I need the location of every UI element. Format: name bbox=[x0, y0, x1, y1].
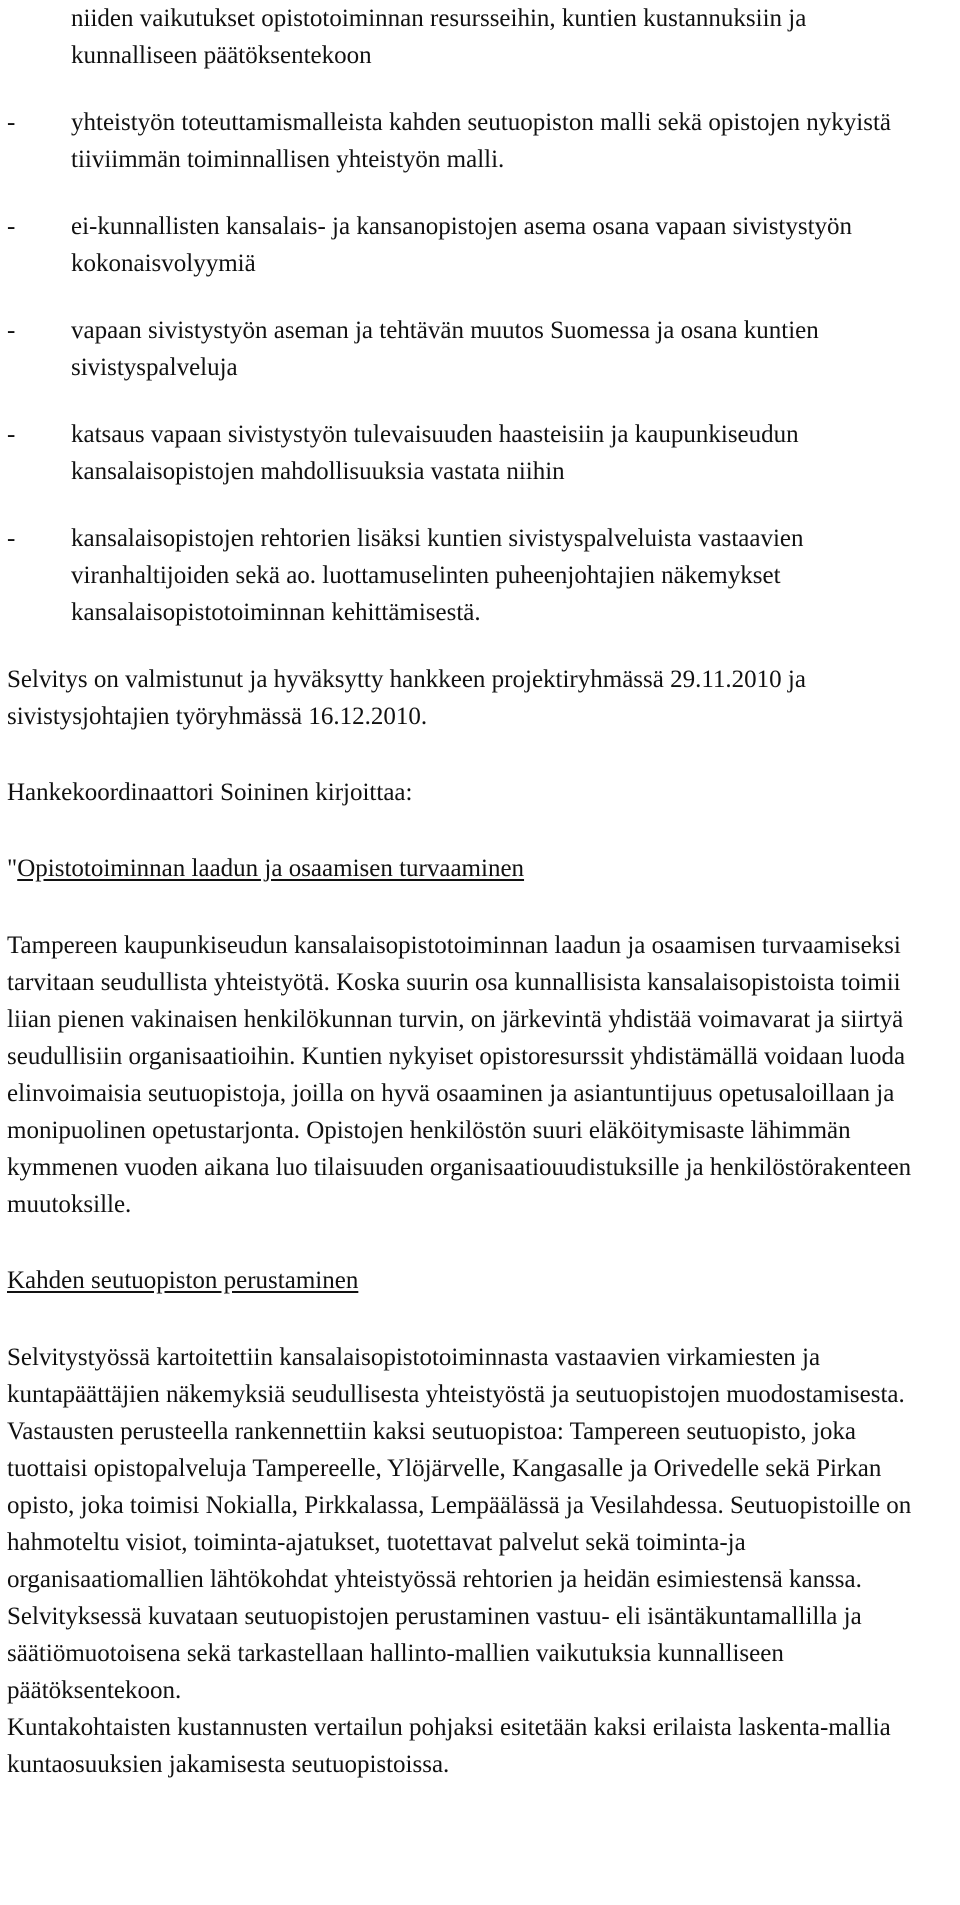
bullet-text: katsaus vapaan sivistystyön tulevaisuuden haasteisiin ja kaupunkiseudun kansalaisopistojen mahdollisuuksia vastata niihin bbox=[71, 421, 799, 485]
spacer bbox=[7, 1223, 916, 1262]
heading-text: Opistotoiminnan laadun ja osaamisen turvaaminen bbox=[17, 855, 525, 882]
opening-quote: " bbox=[7, 855, 18, 882]
completion-paragraph: Selvitys on valmistunut ja hyväksytty hankkeen projektiryhmässä 29.11.2010 ja sivistysjohtajien työryhmässä 16.12.2010. bbox=[7, 666, 806, 730]
continuation-text: niiden vaikutukset opistotoiminnan resursseihin, kuntien kustannuksiin ja kunnalliseen päätöksentekoon bbox=[71, 5, 807, 69]
bullet-text: kansalaisopistojen rehtorien lisäksi kuntien sivistyspalveluista vastaavien viranhaltijoiden sekä ao. luottamuselinten puheenjohtajien näkemykset kansalaisopistotoiminnan kehittämisestä. bbox=[71, 525, 804, 626]
spacer bbox=[7, 74, 916, 104]
spacer bbox=[7, 735, 916, 774]
spacer bbox=[7, 490, 916, 520]
bullet-text: ei-kunnallisten kansalais- ja kansanopistojen asema osana vapaan sivistystyön kokonaisvolyymiä bbox=[71, 213, 853, 277]
paragraph-quality: Tampereen kaupunkiseudun kansalaisopistotoiminnan laadun ja osaamisen turvaamiseksi tarvitaan seudullista yhteistyötä. Koska suurin osa kunnallisista kansalaisopistoista toimii liian pienen vakinaisen henkilökunnan turvin, on järkevintä yhdistää voimavarat ja siirtyä seudullisiin organisaatioihin. Kuntien nykyiset opistoresurssit yhdistämällä voidaan luoda elinvoimaisia seutuopistoja, joilla on hyvä osaaminen ja asiantuntijuus opetusaloillaan ja monipuolinen opetustarjonta. Opistojen henkilöstön suuri eläköitymisaste lähimmän kymmenen vuoden aikana luo tilaisuuden organisaatiouudistuksille ja henkilöstörakenteen muutoksille. bbox=[7, 932, 912, 1218]
spacer bbox=[7, 386, 916, 416]
spacer bbox=[7, 811, 916, 850]
spacer bbox=[7, 887, 916, 927]
bullet-text: vapaan sivistystyön aseman ja tehtävän muutos Suomessa ja osana kuntien sivistyspalveluja bbox=[71, 317, 819, 381]
bullet-dash: - bbox=[7, 421, 16, 448]
bullet-item-4 bbox=[7, 416, 916, 490]
bullet-dash: - bbox=[7, 317, 16, 344]
paragraph-cost-comparison: Kuntakohtaisten kustannusten vertailun pohjaksi esitetään kaksi erilaista laskenta-mallia kuntaosuuksien jakamisesta seutuopistoissa. bbox=[7, 1714, 891, 1778]
bullet-dash: - bbox=[7, 525, 16, 552]
section-heading-quality bbox=[7, 850, 916, 887]
paragraph-two-institutes: Selvitystyössä kartoitettiin kansalaisopistotoiminnasta vastaavien virkamiesten ja kuntapäättäjien näkemyksiä seudullisesta yhteistyöstä ja seutuopistojen muodostamisesta. Vastausten perusteella rankennettiin kaksi seutuopistoa: Tampereen seutuopisto, joka tuottaisi opistopalveluja Tampereelle, Ylöjärvelle, Kangasalle ja Orivedelle sekä Pirkan opisto, joka toimisi Nokialla, Pirkkalassa, Lempäälässä ja Vesilahdessa. Seutuopistoille on hahmoteltu visiot, toiminta-ajatukset, tuotettavat palvelut sekä toiminta-ja organisaatiomallien lähtökohdat yhteistyössä rehtorien ja heidän esimiestensä kanssa. Selvityksessä kuvataan seutuopistojen perustaminen vastuu- eli isäntäkuntamallilla ja säätiömuotoisena sekä tarkastellaan hallinto-mallien vaikutuksia kunnalliseen päätöksentekoon. bbox=[7, 1344, 912, 1704]
bullet-item-5 bbox=[7, 520, 916, 631]
bullet-dash: - bbox=[7, 213, 16, 240]
spacer bbox=[7, 282, 916, 312]
spacer bbox=[7, 178, 916, 208]
bullet-item-3 bbox=[7, 312, 916, 386]
section-heading-two-institutes bbox=[7, 1262, 916, 1299]
bullet-item-1 bbox=[7, 104, 916, 178]
spacer bbox=[7, 631, 916, 661]
bullet-item-2 bbox=[7, 208, 916, 282]
heading-text: Kahden seutuopiston perustaminen bbox=[7, 1267, 359, 1294]
author-line: Hankekoordinaattori Soininen kirjoittaa: bbox=[7, 779, 413, 806]
bullet-text: yhteistyön toteuttamismalleista kahden seutuopiston malli sekä opistojen nykyistä tiiviimmän toiminnallisen yhteistyön malli. bbox=[71, 109, 892, 173]
spacer bbox=[7, 1299, 916, 1339]
bullet-dash: - bbox=[7, 109, 16, 136]
